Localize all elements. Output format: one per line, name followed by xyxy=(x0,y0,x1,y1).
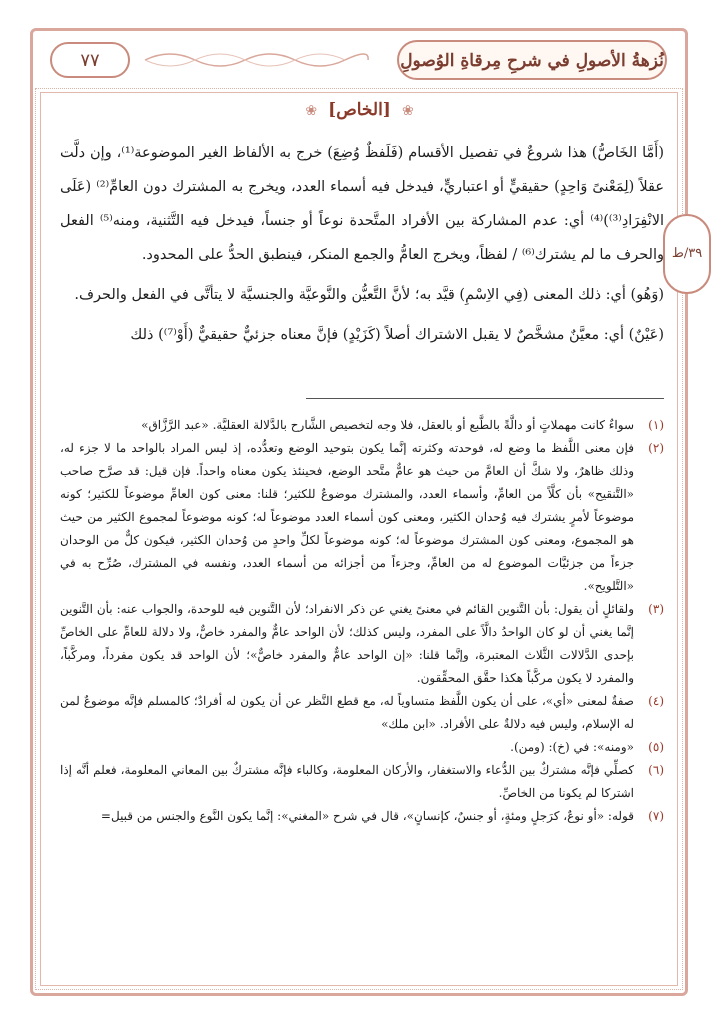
book-title: نُزهةُ الأصولِ في شرحِ مِرقاةِ الوُصولِ xyxy=(397,40,667,80)
footnote-text: ولقائلٍ أن يقول: بأن التَّنوين القائم في معنىً يغني عن ذكر الانفراد؛ لأن التَّنوين فيه للوحدة، والجواب عنه: بأن التَّنوين إنَّما يغني أن لو كان الواحدُ دالَّاً على المفرد، وليس كذلك؛ لأن الواحد عامٌّ والمفرد خاصٌّ، ولا دلالة للعامِّ على الخاصِّ بإحدى الدَّلالات الثَّلاث المعتبرة، وإنَّما قلنا: «إن الواحد عامٌّ والمفرد خاصٌّ»؛ لأن الواحد قد يكون مفرداً، ومركَّباً، والمفرد لا يكون مركَّباً هكذا حقَّق المحقِّقون. xyxy=(60,602,634,685)
footnote-number: (٣) xyxy=(648,602,664,616)
ornament-icon: ❀ xyxy=(401,103,414,119)
footnote-number: (٦) xyxy=(648,763,664,777)
footnote-number: (١) xyxy=(648,418,664,432)
footnote-text: صفةٌ لمعنى «أي»، على أن يكون اللَّفظ متساوياً له، مع قطع النَّظر عن أن يكون له أفرادٌ؛ كالمسلم فإنَّه موضوعٌ لمن له الإسلام، وليس فيه دلالةٌ على الأفراد. «ابن ملك» xyxy=(60,694,634,731)
main-paragraph: (وَهُو) أي: ذلك المعنى (فِي الاِسْمِ) قيَّد به؛ لأنَّ التَّعيُّن والنَّوعيَّة والجنسيَّة لا يتأتَّى في الفعل والحرف. xyxy=(74,287,664,303)
footnote-text: قوله: «أو نوعٌ، كرَجلٍ ومئةٍ، أو جنسٌ، كإنسانٍ»، قال في شرح «المغني»: إنَّما يكون النَّوع والجنس من قبيل= xyxy=(100,809,634,823)
main-paragraph: (عَيْنٌ) أي: معيَّنٌ مشخَّصٌ لا يقبل الاشتراك أصلاً (كَزَيْدٍ) فإنَّ معناه جزئيٌّ حقيقيٌّ (أَوْ⁽⁷⁾) ذلك xyxy=(130,327,664,343)
footnote xyxy=(60,805,664,828)
footnote-text: «ومنه»: في (خ): (ومن). xyxy=(510,740,634,754)
footnote-number: (٥) xyxy=(648,740,664,754)
side-page-tab: ٣٩/ط xyxy=(663,214,711,294)
main-text xyxy=(60,136,664,358)
footnote-text: فإن معنى اللَّفظ ما وضع له، فوحدته وكثرته إنَّما يكون بتوحيد الوضع وتعدُّده، إذ ليس المراد بالواحد ما لا جزء له، وذلك ظاهرٌ، ولا شكَّ أن العامَّ من حيث هو عامٌّ متَّحد الوضع، فحينئذ يكون معناه واحداً. فإن قيل: قد صرَّح صاحب «التَّنقيح» بأن كلَّاً من العامِّ، وأسماء العدد، والمشترك موضوعٌ للكثير؛ قلنا: معنى كون العامِّ موضوعاً للكثير؛ كونه موضوعاً لأمرٍ يشترك فيه وُحدان الكثير، ومعنى كون أسماء العدد موضوعاً له؛ كونه موضوعاً لمجموع الكثير من حيث هو المجموع، ومعنى كون المشترك موضوعاً له؛ كونه موضوعاً لكلِّ واحدٍ من وُحدان الكثير، فيكون كلٌّ من الوحدان جزءاً من جزئيَّات الموضوع له من العامِّ، وجزءاً من أجزائه من أسماء العدد، ونفسه في المشترك، صُرِّح به في «التَّلويح». xyxy=(60,441,634,593)
footnote-text: سواءٌ كانت مهملاتٍ أو دالَّةً بالطَّبع أو بالعقل، فلا وجه لتخصيص الشَّارح بالدَّلالة العقليَّة. «عبد الرَّزَّاق» xyxy=(141,418,634,432)
footnote-number: (٧) xyxy=(648,809,664,823)
footnote xyxy=(60,690,664,736)
footnote-number: (٤) xyxy=(648,694,664,708)
footnote-text: كصلِّي فإنَّه مشتركٌ بين الدُّعاء والاستغفار، والأركان المعلومة، وكالباء فإنَّه مشتركٌ بين المعاني المعلومة، فعلم أنَّه إذا اشتركا لم يكونا من الخاصِّ. xyxy=(60,763,634,800)
footnote xyxy=(60,759,664,805)
footnote xyxy=(60,598,664,690)
footnote-number: (٢) xyxy=(648,441,664,455)
footnotes xyxy=(60,414,664,828)
footnote xyxy=(60,414,664,437)
footnote xyxy=(60,736,664,759)
ornament-icon: ❀ xyxy=(305,103,318,119)
footnote xyxy=(60,437,664,598)
main-paragraph: (أَمَّا الخَاصُّ) هذا شروعٌ في تفصيل الأقسام (فَلَفظٌ وُضِعَ) خرج به الألفاظ الغير الموضوعة⁽¹⁾، وإن دلَّت عقلاً (لِمَعْنىً وَاحِدٍ) حقيقيٍّ أو اعتباريٍّ، فيدخل فيه أسماء العدد، ويخرج به المشترك دون العامِّ⁽²⁾ (عَلَى الانْفِرَادِ⁽³⁾)⁽⁴⁾ أي: عدم المشاركة بين الأفراد المتَّحدة نوعاً أو جنساً، فيدخل فيه التَّثنية، ومنه⁽⁵⁾ الفعل والحرف ما لم يشترك⁽⁶⁾ / لفظاً، ويخرج العامُّ والجمع المنكر، فينطبق الحدُّ على المحدود. xyxy=(60,145,664,263)
header-ornament xyxy=(140,48,370,72)
footnote-separator xyxy=(306,398,664,399)
section-heading-row xyxy=(0,100,719,120)
section-heading: [الخاص] xyxy=(328,100,391,120)
page-number: ٧٧ xyxy=(50,42,130,78)
